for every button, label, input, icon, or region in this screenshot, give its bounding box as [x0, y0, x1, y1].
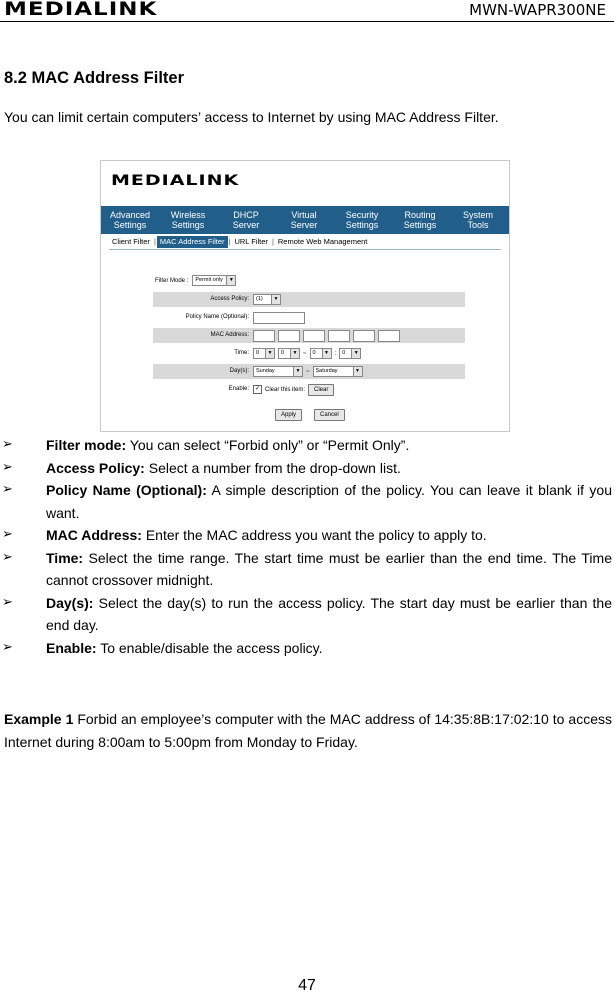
bullet-arrow-icon: ➢	[2, 594, 13, 610]
bullet-text: Select the day(s) to run the access policy. The start day must be earlier than the end day.	[46, 594, 612, 633]
section-title: 8.2 MAC Address Filter	[4, 69, 185, 87]
access-policy-value: (1)	[256, 296, 263, 302]
list-item	[0, 547, 614, 592]
time-control	[253, 348, 361, 359]
bullet-arrow-icon: ➢	[2, 459, 13, 475]
bullet-text: A simple description of the policy. You can leave it blank if you want.	[46, 482, 612, 521]
security-subnav	[109, 236, 370, 248]
list-item	[0, 524, 614, 547]
day-range-separator: ~	[306, 368, 310, 375]
dropdown-arrow-icon: ▼	[353, 367, 362, 376]
mac-address-label: MAC Address:	[210, 332, 249, 338]
list-item	[0, 457, 614, 480]
bullet-term: Day(s):	[46, 594, 94, 611]
bullet-text: You can select “Forbid only” or “Permit Only”.	[126, 437, 410, 453]
field-descriptions	[0, 434, 614, 659]
mac-address-row	[153, 328, 465, 343]
nav-system-tools[interactable]: System Tools	[462, 210, 493, 230]
start-minute-value: 0	[281, 350, 285, 356]
bullet-term: Access Policy:	[46, 459, 145, 476]
enable-row	[153, 382, 465, 397]
nav-advanced-settings[interactable]: Advanced Settings	[109, 210, 151, 230]
time-label: Time:	[234, 350, 249, 356]
bullet-text: Select a number from the drop-down list.	[144, 459, 401, 476]
filter-mode-label: Filter Mode :	[155, 277, 189, 284]
page-number: 47	[298, 977, 316, 994]
end-day-select[interactable]	[313, 366, 363, 377]
filter-mode-select[interactable]	[192, 275, 236, 286]
dropdown-arrow-icon: ▼	[265, 349, 274, 358]
access-policy-row	[153, 292, 465, 307]
time-colon: :	[334, 350, 337, 357]
brand-logo: MEDIALINK	[4, 0, 158, 20]
policy-name-row	[153, 310, 465, 325]
enable-checkbox[interactable]: ✓	[254, 386, 261, 392]
filter-mode-value: Permit only	[195, 277, 223, 283]
bullet-term: Enable:	[46, 639, 97, 656]
subnav-client-filter[interactable]: Client Filter	[112, 237, 150, 246]
dropdown-arrow-icon: ▼	[271, 295, 280, 304]
router-nav-bar	[101, 206, 509, 234]
example-text: Forbid an employee’s computer with the MAC address of 14:35:8B:17:02:10 to access Internet during 8:00am to 5:00pm from Monday to Friday.	[4, 711, 612, 750]
bullet-arrow-icon: ➢	[2, 549, 13, 565]
start-hour-select[interactable]	[253, 348, 275, 359]
bullet-text: To enable/disable the access policy.	[96, 639, 323, 656]
dropdown-arrow-icon: ▼	[293, 367, 302, 376]
nav-wireless-settings[interactable]: Wireless Settings	[170, 210, 206, 230]
access-policy-select[interactable]	[253, 294, 281, 305]
bullet-text: Select the time range. The start time must be earlier than the end time. The Time cannot crossover midnight.	[46, 549, 612, 588]
bullet-arrow-icon: ➢	[2, 527, 13, 542]
apply-button[interactable]: Apply	[275, 409, 302, 421]
end-minute-value: 0	[342, 350, 346, 356]
bullet-term: Time:	[46, 549, 84, 566]
days-control	[253, 366, 363, 377]
start-minute-select[interactable]	[278, 348, 300, 359]
form-actions	[275, 409, 345, 421]
policy-name-label: Policy Name (Optional):	[185, 314, 249, 320]
screenshot-logo: MEDIALINK	[111, 172, 240, 189]
time-range-separator: ~	[303, 350, 307, 357]
intro-text: You can limit certain computers’ access to Internet by using MAC Address Filter.	[4, 109, 499, 125]
subnav-remote-web-management[interactable]: Remote Web Management	[277, 237, 368, 246]
mac-octet-1-input[interactable]	[253, 330, 275, 342]
nav-virtual-server[interactable]: Virtual Server	[290, 210, 318, 230]
clear-button[interactable]: Clear	[308, 384, 334, 396]
mac-octet-6-input[interactable]	[378, 330, 400, 342]
access-policy-label: Access Policy:	[210, 296, 249, 302]
clear-item-label: Clear this item:	[265, 386, 306, 393]
subnav-divider: |	[153, 237, 156, 246]
dropdown-arrow-icon: ▼	[322, 349, 331, 358]
subnav-divider: |	[228, 237, 231, 246]
policy-name-control	[253, 312, 305, 323]
time-row	[153, 346, 465, 361]
end-hour-select[interactable]	[310, 348, 332, 359]
subnav-divider: |	[271, 237, 274, 246]
list-item	[0, 637, 614, 660]
bullet-term: Filter mode:	[46, 437, 127, 453]
bullet-arrow-icon: ➢	[2, 639, 13, 655]
example-term: Example 1	[4, 711, 74, 727]
model-number: MWN-WAPR300NE	[469, 1, 606, 19]
router-screenshot	[100, 160, 510, 432]
mac-octet-2-input[interactable]	[278, 330, 300, 342]
list-item	[0, 434, 614, 457]
enable-control	[253, 384, 334, 395]
page-header	[0, 0, 614, 22]
days-label: Day(s):	[229, 368, 249, 374]
header-rule	[0, 21, 614, 22]
list-item	[0, 479, 614, 524]
dropdown-arrow-icon: ▼	[290, 349, 299, 358]
bullet-arrow-icon: ➢	[2, 437, 13, 452]
bullet-term: MAC Address:	[46, 527, 142, 543]
nav-routing-settings[interactable]: Routing Settings	[403, 210, 437, 230]
cancel-button[interactable]: Cancel	[314, 409, 345, 421]
access-policy-control	[253, 294, 281, 305]
mac-octet-3-input[interactable]	[303, 330, 325, 342]
days-row	[153, 364, 465, 379]
end-minute-select[interactable]	[339, 348, 361, 359]
subnav-url-filter[interactable]: URL Filter	[234, 237, 268, 246]
start-day-value: Sunday	[256, 368, 275, 374]
subnav-underline	[109, 249, 501, 250]
subnav-mac-address-filter[interactable]: MAC Address Filter	[157, 236, 228, 248]
mac-octet-4-input[interactable]	[328, 330, 350, 342]
filter-mode-row	[155, 275, 236, 286]
dropdown-arrow-icon: ▼	[351, 349, 360, 358]
enable-label: Enable:	[228, 386, 249, 392]
example-paragraph	[4, 708, 612, 753]
bullet-arrow-icon: ➢	[2, 482, 13, 497]
bullet-text: Enter the MAC address you want the policy to apply to.	[141, 527, 487, 543]
policy-name-input[interactable]	[253, 312, 305, 324]
mac-address-control	[253, 330, 400, 341]
nav-dhcp-server[interactable]: DHCP Server	[232, 210, 260, 230]
list-item	[0, 592, 614, 637]
end-hour-value: 0	[312, 350, 316, 356]
bullet-term: Policy Name (Optional):	[46, 482, 207, 498]
nav-security-settings[interactable]: Security Settings	[345, 210, 379, 230]
start-hour-value: 0	[256, 350, 260, 356]
mac-octet-5-input[interactable]	[353, 330, 375, 342]
end-day-value: Saturday	[315, 368, 338, 374]
dropdown-arrow-icon: ▼	[226, 276, 235, 285]
start-day-select[interactable]	[253, 366, 303, 377]
